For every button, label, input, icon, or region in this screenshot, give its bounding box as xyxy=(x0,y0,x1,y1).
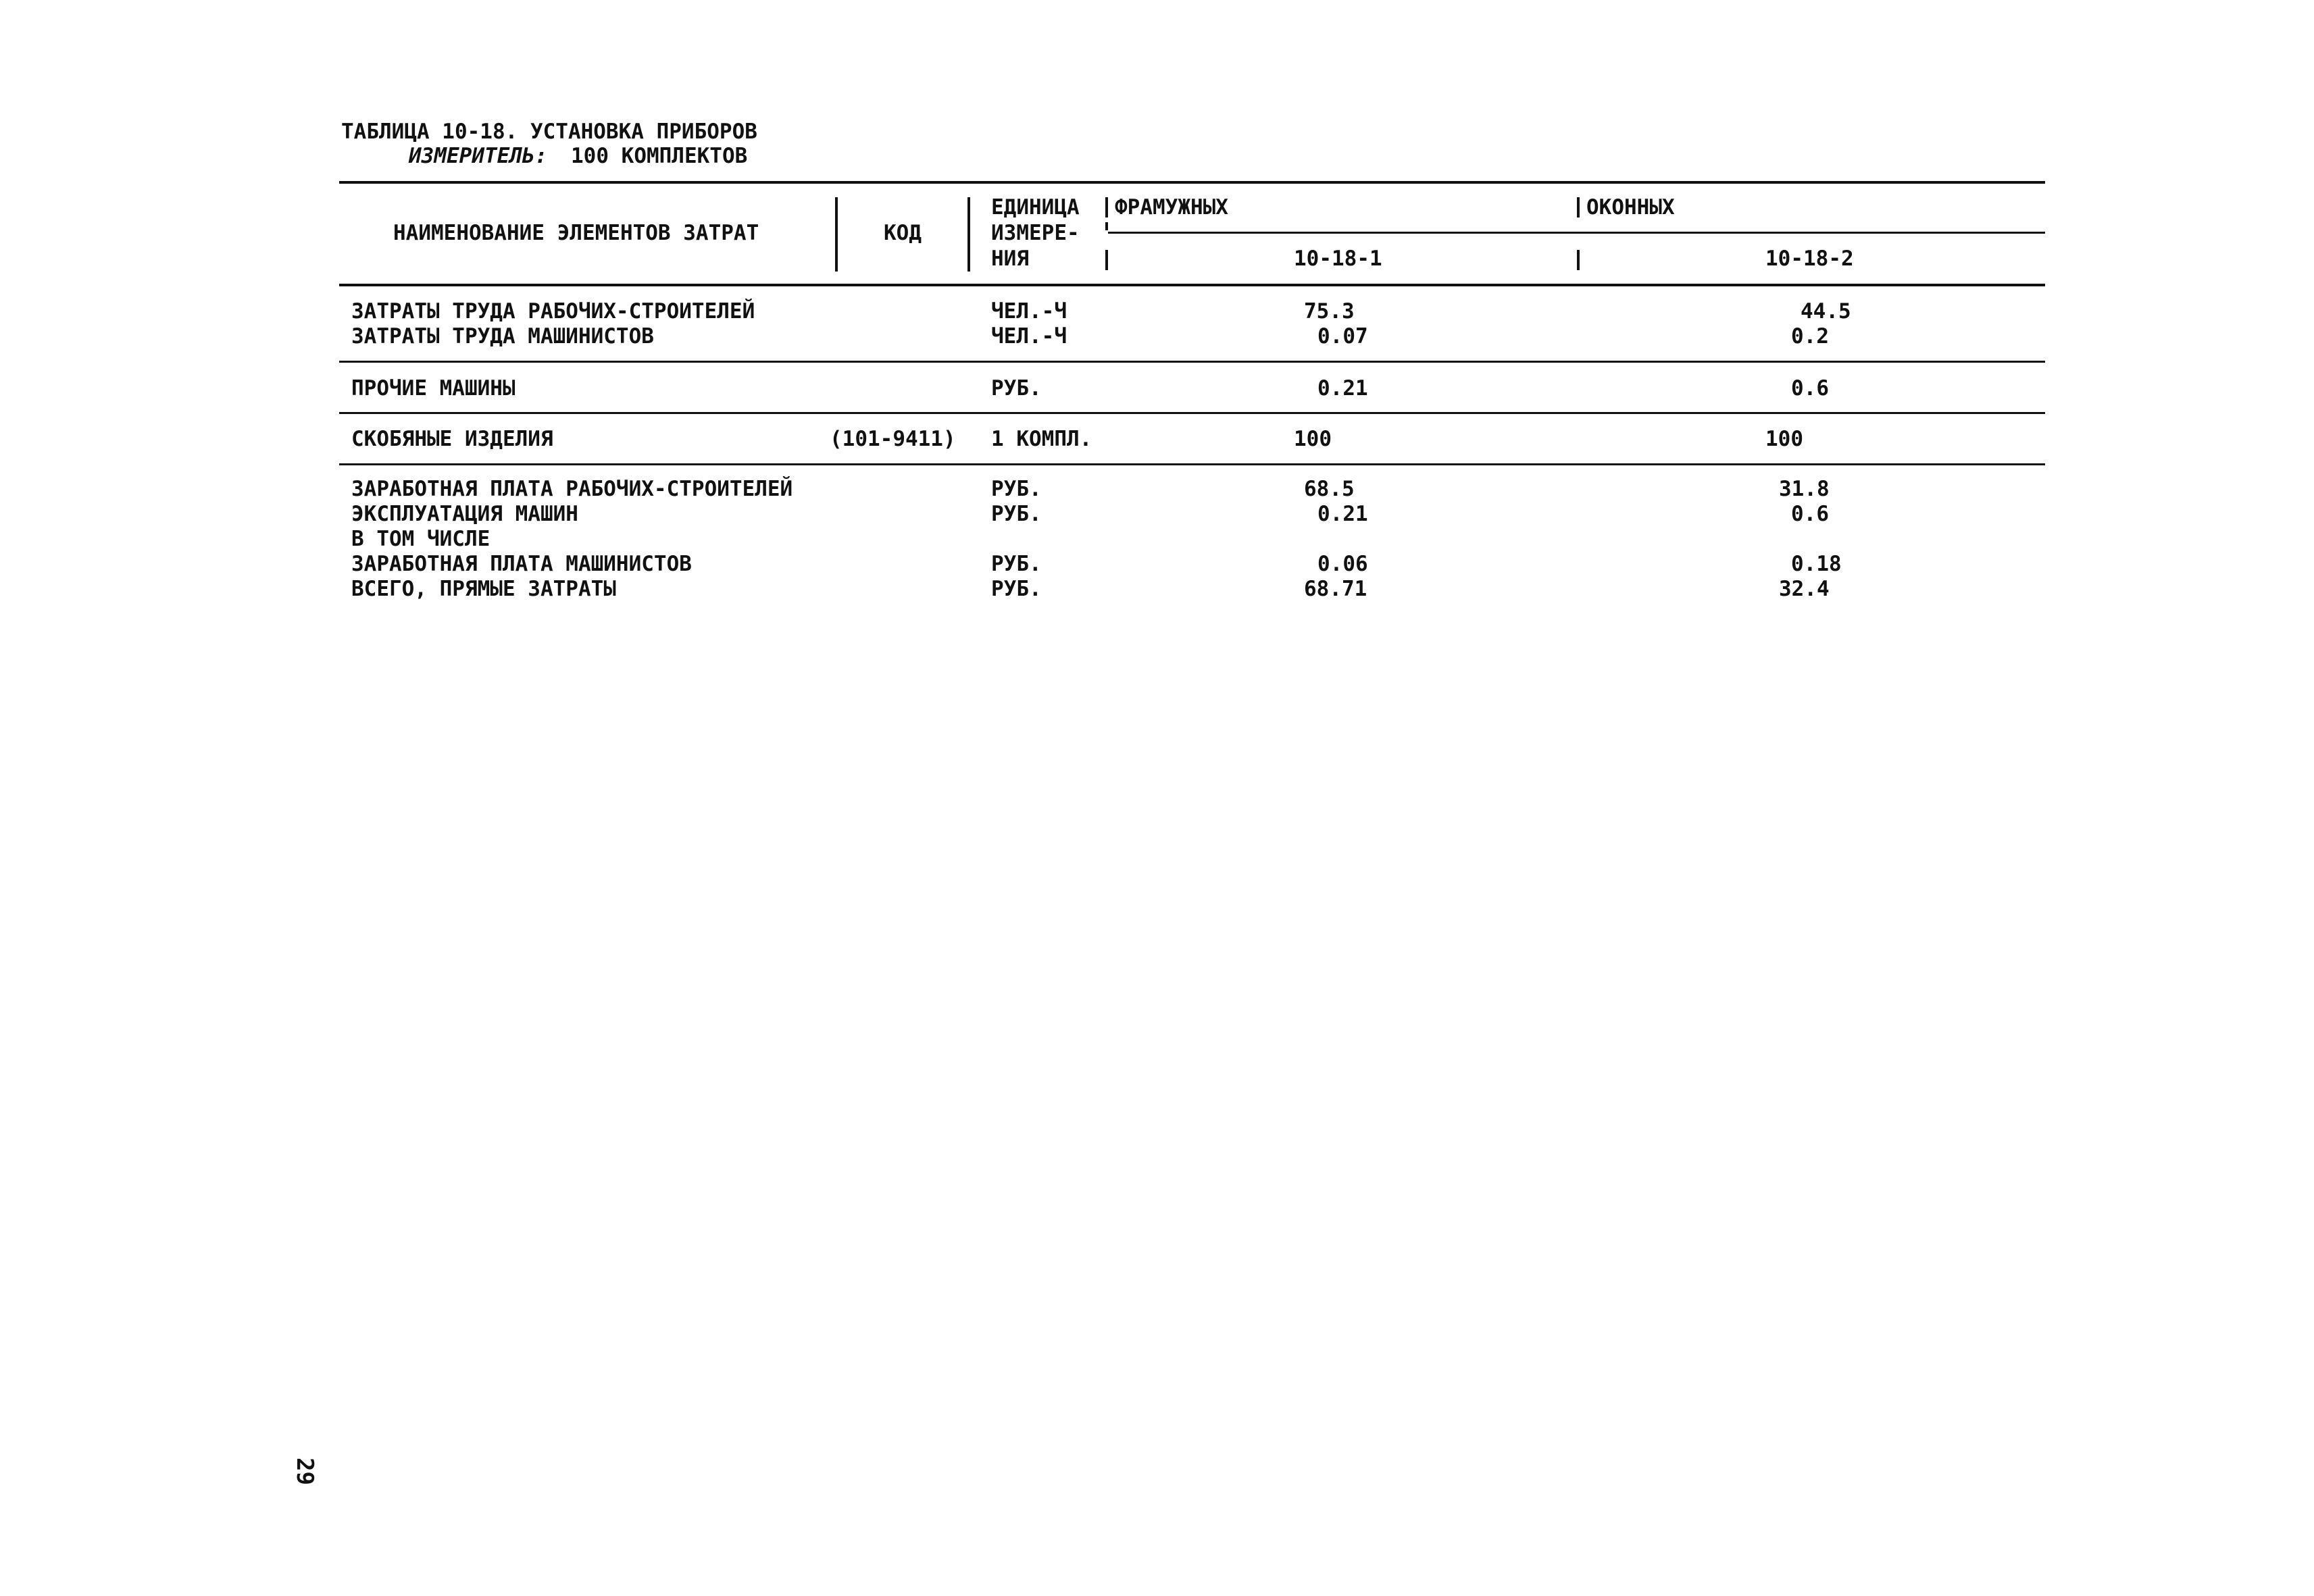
row-value-col2: 100 xyxy=(1765,427,1803,451)
row-value-col1: 68.5 xyxy=(1304,477,1355,501)
row-name: В ТОМ ЧИСЛЕ xyxy=(351,527,491,551)
page-number: 29 xyxy=(291,1458,318,1485)
header-separator-unit-col1 xyxy=(1105,250,1108,270)
row-unit: РУБ. xyxy=(991,376,1042,401)
row-value-col2: 44.5 xyxy=(1801,299,1851,324)
header-bottom-rule xyxy=(339,284,2045,286)
row-value-col1: 75.3 xyxy=(1304,299,1355,324)
measure-label: ИЗМЕРИТЕЛЬ: xyxy=(409,144,548,168)
row-value-col1: 0.06 xyxy=(1317,552,1368,576)
row-name: ЗАРАБОТНАЯ ПЛАТА МАШИНИСТОВ xyxy=(351,552,692,576)
header-code: КОД xyxy=(884,221,922,245)
row-unit: РУБ. xyxy=(991,477,1042,501)
header-unit-line2: ИЗМЕРЕ- xyxy=(991,221,1080,245)
row-unit: ЧЕЛ.-Ч xyxy=(991,299,1067,324)
row-unit: 1 КОМПЛ. xyxy=(991,427,1092,451)
header-name: НАИМЕНОВАНИЕ ЭЛЕМЕНТОВ ЗАТРАТ xyxy=(393,221,759,245)
header-separator-group1-group2 xyxy=(1577,197,1580,217)
header-col1: 10-18-1 xyxy=(1294,247,1382,271)
group-divider xyxy=(339,361,2045,363)
row-code: (101-9411) xyxy=(830,427,956,451)
row-name: ЗАРАБОТНАЯ ПЛАТА РАБОЧИХ-СТРОИТЕЛЕЙ xyxy=(351,477,793,501)
row-value-col1: 68.71 xyxy=(1304,577,1367,601)
row-unit: РУБ. xyxy=(991,502,1042,526)
header-group-window: ОКОННЫХ xyxy=(1586,195,1675,220)
row-value-col2: 0.6 xyxy=(1791,376,1829,401)
header-unit-line3: НИЯ xyxy=(991,247,1029,271)
row-name: ЭКСПЛУАТАЦИЯ МАШИН xyxy=(351,502,578,526)
header-col2: 10-18-2 xyxy=(1765,247,1854,271)
table-top-rule xyxy=(339,181,2045,184)
row-value-col2: 0.2 xyxy=(1791,324,1829,349)
row-unit: РУБ. xyxy=(991,577,1042,601)
row-value-col2: 31.8 xyxy=(1779,477,1830,501)
header-group-framuga: ФРАМУЖНЫХ xyxy=(1115,195,1228,220)
header-mid-rule xyxy=(1108,232,2045,234)
row-name: ПРОЧИЕ МАШИНЫ xyxy=(351,376,515,401)
header-separator-col1-col2 xyxy=(1577,250,1580,270)
header-separator-unit-group1-mid xyxy=(1105,222,1108,230)
row-value-col2: 0.18 xyxy=(1791,552,1842,576)
header-unit-line1: ЕДИНИЦА xyxy=(991,195,1080,220)
row-value-col1: 0.21 xyxy=(1317,376,1368,401)
row-unit: РУБ. xyxy=(991,552,1042,576)
row-name: ВСЕГО, ПРЯМЫЕ ЗАТРАТЫ xyxy=(351,577,616,601)
row-name: ЗАТРАТЫ ТРУДА РАБОЧИХ-СТРОИТЕЛЕЙ xyxy=(351,299,755,324)
table-title: ТАБЛИЦА 10-18. УСТАНОВКА ПРИБОРОВ xyxy=(341,120,757,144)
row-value-col1: 0.07 xyxy=(1317,324,1368,349)
header-separator-name-code xyxy=(835,197,838,272)
row-value-col1: 100 xyxy=(1294,427,1332,451)
row-value-col2: 0.6 xyxy=(1791,502,1829,526)
row-unit: ЧЕЛ.-Ч xyxy=(991,324,1067,349)
row-name: СКОБЯНЫЕ ИЗДЕЛИЯ xyxy=(351,427,553,451)
header-separator-code-unit xyxy=(967,197,970,272)
row-value-col1: 0.21 xyxy=(1317,502,1368,526)
measure-value: 100 КОМПЛЕКТОВ xyxy=(571,144,748,168)
header-separator-unit-group1-top xyxy=(1105,197,1108,217)
group-divider xyxy=(339,412,2045,414)
group-divider xyxy=(339,463,2045,465)
row-name: ЗАТРАТЫ ТРУДА МАШИНИСТОВ xyxy=(351,324,654,349)
row-value-col2: 32.4 xyxy=(1779,577,1830,601)
